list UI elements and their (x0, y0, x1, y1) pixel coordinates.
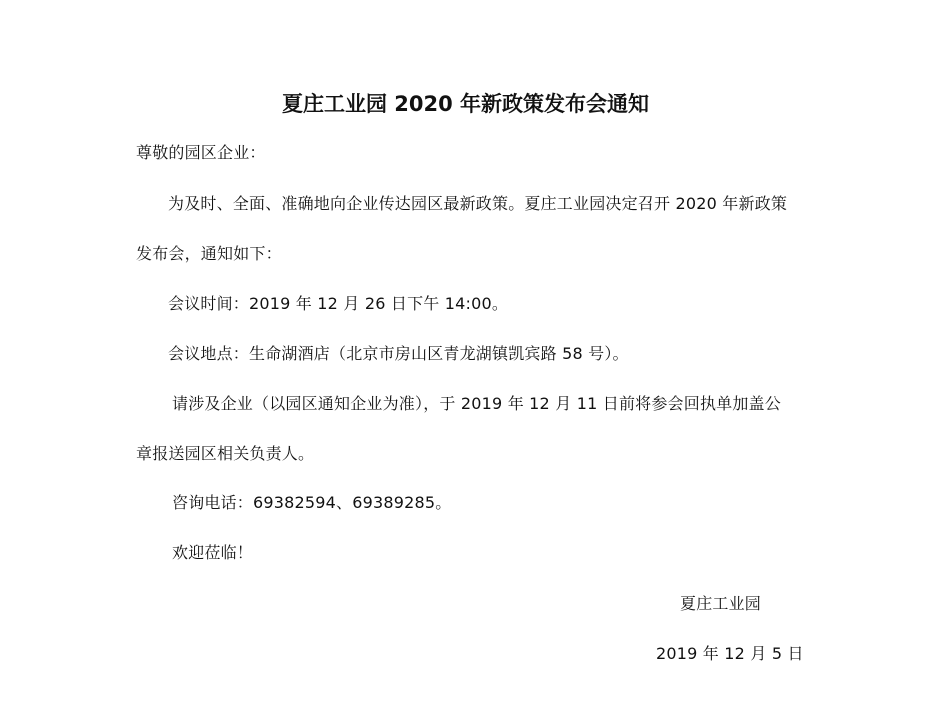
greeting-line: 尊敬的园区企业： (136, 143, 266, 162)
paragraph-intro-line-2: 发布会，通知如下： (136, 244, 282, 263)
signature-organization: 夏庄工业园 (680, 594, 762, 613)
contact-phone-line: 咨询电话：69382594、69389285。 (172, 493, 452, 512)
paragraph-intro-line-1: 为及时、全面、准确地向企业传达园区最新政策。夏庄工业园决定召开 2020 年新政策 (168, 194, 788, 213)
paragraph-deadline-line-1: 请涉及企业（以园区通知企业为准），于 2019 年 12 月 11 日前将参会回执单加盖公 (172, 394, 781, 413)
signature-date: 2019 年 12 月 5 日 (656, 644, 804, 663)
paragraph-deadline-line-2: 章报送园区相关负责人。 (136, 444, 315, 463)
welcome-line: 欢迎莅临！ (172, 543, 254, 562)
notice-title: 夏庄工业园 2020 年新政策发布会通知 (281, 92, 650, 116)
meeting-place-line: 会议地点：生命湖酒店（北京市房山区青龙湖镇凯宾路 58 号）。 (168, 344, 629, 363)
meeting-time-line: 会议时间：2019 年 12 月 26 日下午 14:00。 (168, 294, 509, 313)
